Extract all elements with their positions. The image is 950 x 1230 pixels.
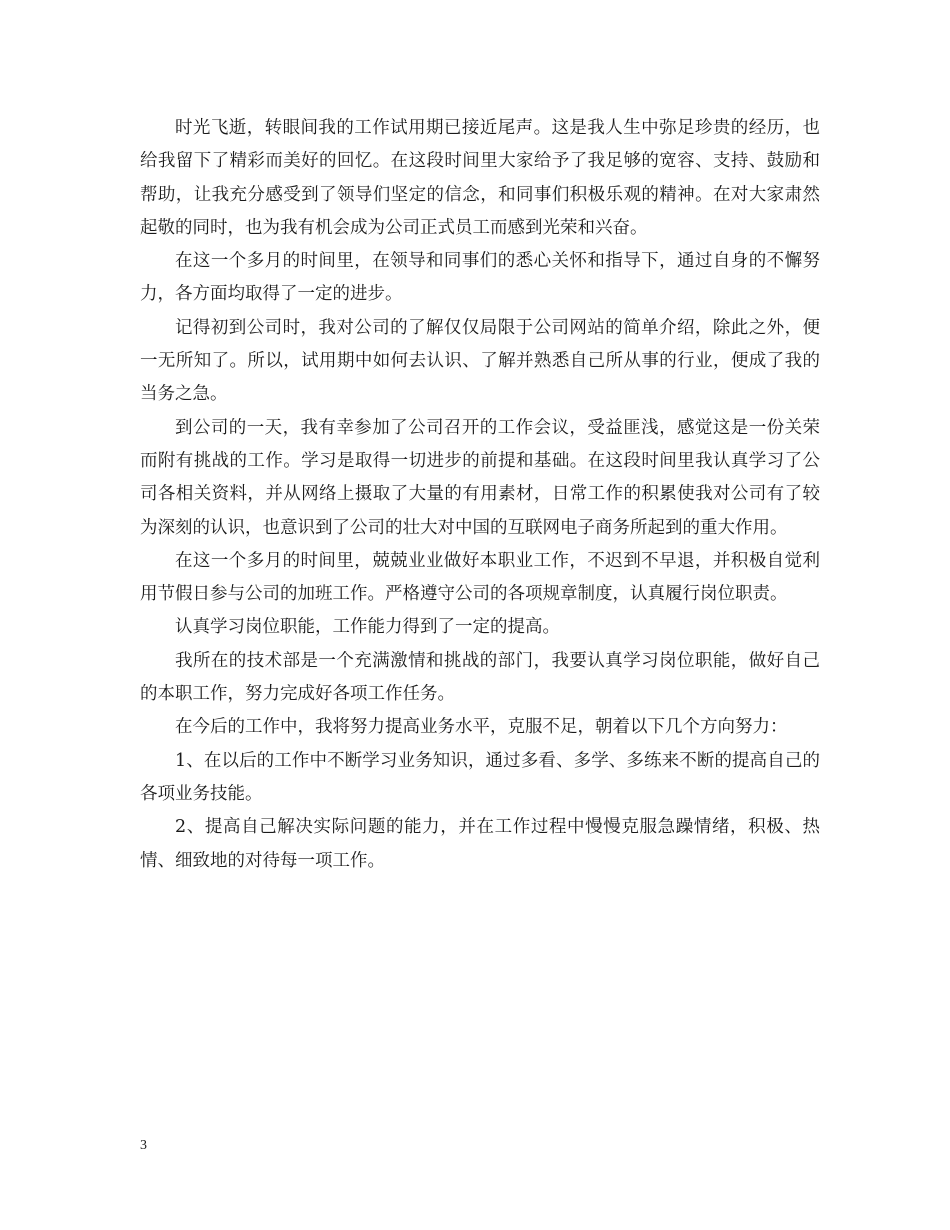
- paragraph-3: 记得初到公司时，我对公司的了解仅仅局限于公司网站的简单介绍，除此之外，便一无所知了。所以，试用期中如何去认识、了解并熟悉自己所从事的行业，便成了我的当务之急。: [140, 317, 820, 405]
- paragraph-10: 2、提高自己解决实际问题的能力，并在工作过程中慢慢克服急躁情绪，积极、热情、细致地的对待每一项工作。: [140, 817, 820, 871]
- document-body: [140, 112, 820, 878]
- paragraph-2: 在这一个多月的时间里，在领导和同事们的悉心关怀和指导下，通过自身的不懈努力，各方面均取得了一定的进步。: [140, 251, 820, 305]
- paragraph-1: 时光飞逝，转眼间我的工作试用期已接近尾声。这是我人生中弥足珍贵的经历，也给我留下了精彩而美好的回忆。在这段时间里大家给予了我足够的宽容、支持、鼓励和帮助，让我充分感受到了领导们坚定的信念，和同事们积极乐观的精神。在对大家肃然起敬的同时，也为我有机会成为公司正式员工而感到光荣和兴奋。: [140, 118, 820, 238]
- page-number: 3: [140, 1138, 147, 1153]
- paragraph-6: 认真学习岗位职能，工作能力得到了一定的提高。: [175, 617, 560, 638]
- paragraph-4: 到公司的一天，我有幸参加了公司召开的工作会议，受益匪浅，感觉这是一份关荣而附有挑战的工作。学习是取得一切进步的前提和基础。在这段时间里我认真学习了公司各相关资料，并从网络上摄取了大量的有用素材，日常工作的积累使我对公司有了较为深刻的认识，也意识到了公司的壮大对中国的互联网电子商务所起到的重大作用。: [140, 417, 820, 538]
- paragraph-5: 在这一个多月的时间里，兢兢业业做好本职业工作，不迟到不早退，并积极自觉利用节假日参与公司的加班工作。严格遵守公司的各项规章制度，认真履行岗位职责。: [140, 550, 820, 605]
- paragraph-7: 我所在的技术部是一个充满激情和挑战的部门，我要认真学习岗位职能，做好自己的本职工作，努力完成好各项工作任务。: [140, 650, 820, 705]
- paragraph-9: 1、在以后的工作中不断学习业务知识，通过多看、多学、多练来不断的提高自己的各项业务技能。: [140, 750, 820, 804]
- paragraph-8: 在今后的工作中，我将努力提高业务水平，克服不足，朝着以下几个方向努力：: [175, 717, 788, 738]
